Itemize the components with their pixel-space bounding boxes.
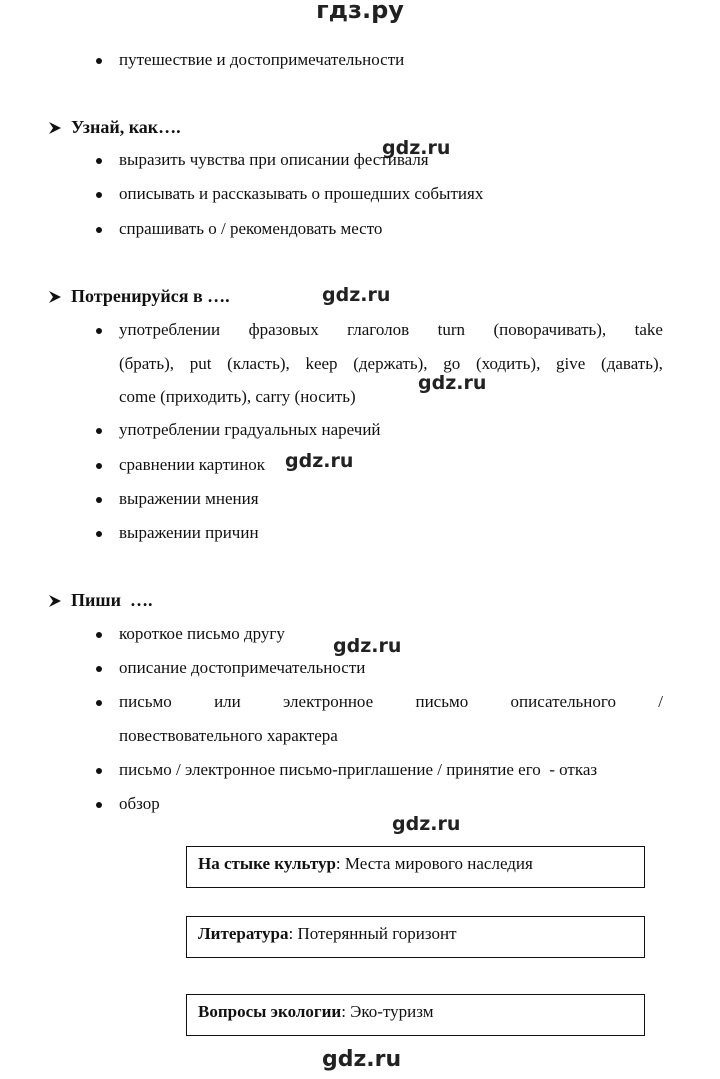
section-heading-learn: Узнай, как…. [48, 117, 181, 138]
bullet-icon [96, 666, 102, 672]
bullet-icon [96, 428, 102, 434]
bullet-icon [96, 192, 102, 198]
topic-box: Вопросы экологии: Эко-туризм [186, 994, 645, 1036]
bullet-icon [96, 463, 102, 469]
section-heading-practice: Потренируйся в …. [48, 286, 230, 307]
bullet-icon [96, 802, 102, 808]
arrow-bullet-icon [48, 594, 62, 608]
watermark: gdz.ru [333, 635, 402, 657]
bullet-icon [96, 158, 102, 164]
bullet-icon [96, 768, 102, 774]
topic-box: На стыке культур: Места мирового наследия [186, 846, 645, 888]
justified-line: употреблении фразовых глаголов turn (поворачивать), take [119, 320, 663, 339]
bullet-icon [96, 227, 102, 233]
justified-line: (брать), put (класть), keep (держать), go (ходить), give (давать), [119, 354, 663, 373]
bullet-icon [96, 531, 102, 537]
watermark: gdz.ru [322, 284, 391, 306]
topic-box: Литература: Потерянный горизонт [186, 916, 645, 958]
bullet-icon [96, 632, 102, 638]
watermark: gdz.ru [392, 813, 461, 835]
site-title: гдз.ру [316, 0, 404, 24]
list-item-continuation: повествовательного характера [119, 726, 338, 745]
watermark: gdz.ru [285, 450, 354, 472]
watermark: gdz.ru [322, 1047, 402, 1072]
bullet-icon [96, 328, 102, 334]
watermark: gdz.ru [382, 137, 451, 159]
watermark: gdz.ru [418, 372, 487, 394]
bullet-icon [96, 700, 102, 706]
justified-line: письмо или электронное письмо описательного / [119, 692, 663, 711]
bullet-icon [96, 58, 102, 64]
section-heading-write: Пиши …. [48, 590, 152, 611]
arrow-bullet-icon [48, 121, 62, 135]
arrow-bullet-icon [48, 290, 62, 304]
list-item-continuation: come (приходить), carry (носить) [119, 387, 356, 406]
bullet-icon [96, 497, 102, 503]
